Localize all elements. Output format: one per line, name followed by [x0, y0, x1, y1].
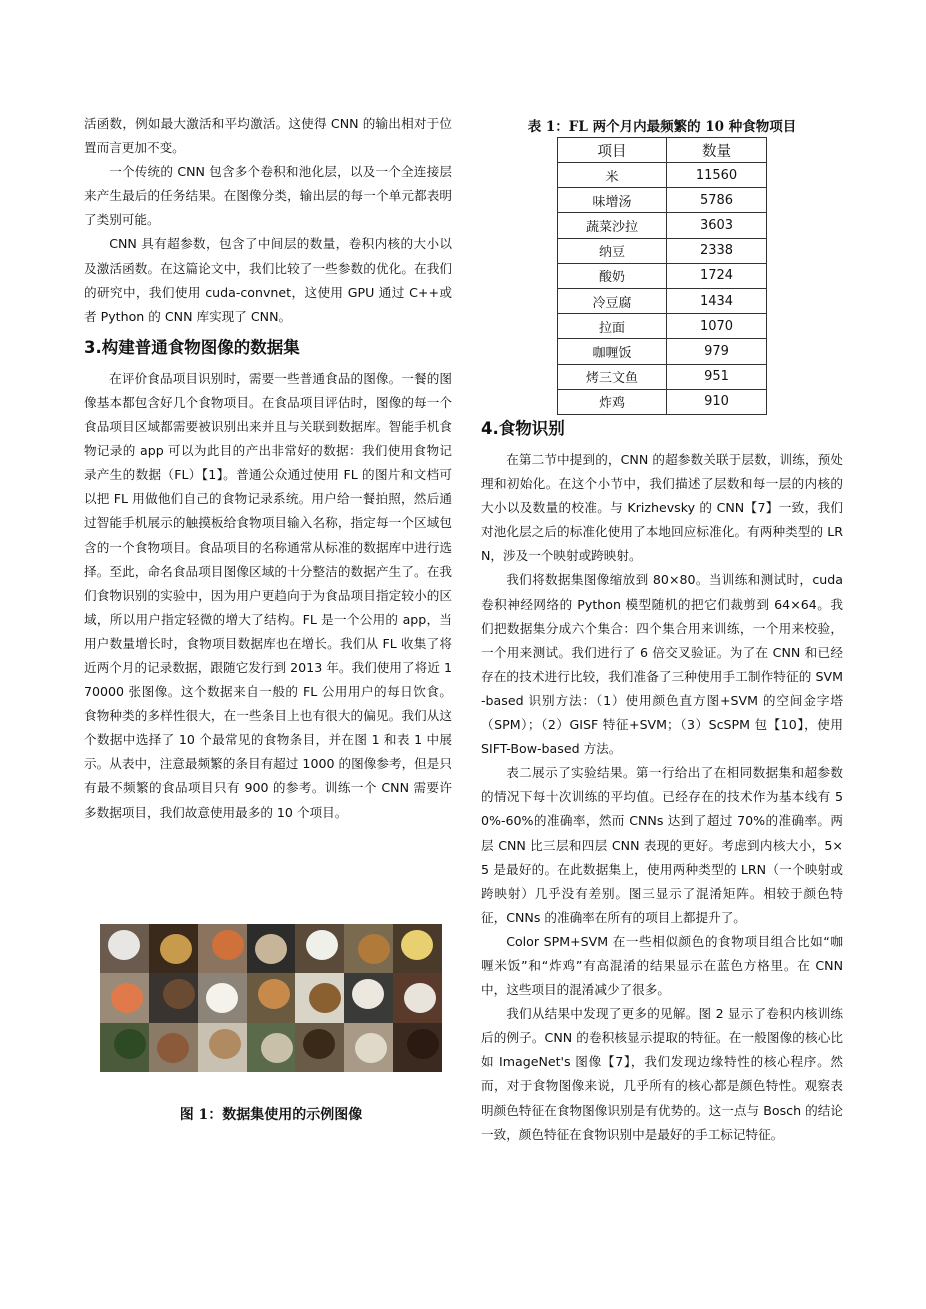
food-dish-shape	[306, 930, 338, 960]
food-photo-tile	[295, 973, 344, 1022]
table-header-row	[558, 138, 767, 163]
food-photo-tile	[149, 1023, 198, 1072]
paragraph-traditional-cnn: 一个传统的 CNN 包含多个卷积和池化层，以及一个全连接层来产生最后的任务结果。在图像分类，输出层的每一个单元都表明了类别可能。	[84, 164, 452, 228]
food-photo-tile	[295, 1023, 344, 1072]
table-cell-count: 2338	[667, 238, 767, 263]
table-cell-item: 冷豆腐	[558, 288, 667, 313]
right-column	[481, 416, 843, 1147]
food-dish-shape	[309, 983, 341, 1013]
table-cell-count: 3603	[667, 213, 767, 238]
table-1-caption: 表 1：FL 两个月内最频繁的 10 种食物项目	[527, 119, 797, 135]
food-dish-shape	[404, 983, 436, 1013]
food-photo-tile	[198, 973, 247, 1022]
table-cell-item: 蔬菜沙拉	[558, 213, 667, 238]
food-photo-tile	[198, 924, 247, 973]
paragraph-insights: 我们从结果中发现了更多的见解。图 2 显示了卷积内核训练后的例子。CNN 的卷积核显示提取的特征。在一般图像的核心比如 ImageNet's 图像【7】，我们发现边缘特性的核心程序。然而，对于食物图像来说，几乎所有的核心都是颜色特性。观察表明颜色特征在食物图像识别是有优势的。这一点与 Bosch 的结论一致，颜色特征在食物识别中是最好的手工标记特征。	[481, 1006, 843, 1142]
food-dish-shape	[407, 1029, 439, 1059]
paragraph-calibration: 在第二节中提到的，CNN 的超参数关联于层数，训练，预处理和初始化。在这个小节中，我们描述了层数和每一层的内核的大小以及数量的校准。与 Krizhevsky 的 CNN【7】一致，我们对池化层之后的标准化使用了本地回应标准化。有两种类型的 LRN，涉及一个映射或跨映射。	[481, 452, 843, 564]
food-dish-shape	[358, 934, 390, 964]
table-cell-item: 炸鸡	[558, 389, 667, 414]
table-header-count: 数量	[667, 138, 767, 163]
food-photo-tile	[247, 1023, 296, 1072]
table-cell-item: 烤三文鱼	[558, 364, 667, 389]
food-photo-tile	[295, 924, 344, 973]
paragraph-color-spm: Color SPM+SVM 在一些相似颜色的食物项目组合比如“咖喱米饭”和“炸鸡”有高混淆的结果显示在蓝色方格里。在 CNN 中，这些项目的混淆减少了很多。	[481, 933, 843, 998]
paragraph-results: 表二展示了实验结果。第一行给出了在相同数据集和超参数的情况下每十次训练的平均值。已经存在的技术作为基本线有 50%-60%的准确率，然而 CNNs 达到了超过 70%的准确率。两层 CNN 比三层和四层 CNN 表现的更好。考虑到内核大小，5×5 是最好的。在此数据集上，使用两种类型的 LRN（一个映射或跨映射）几乎没有差别。图三显示了混淆矩阵。相较于颜色特征，CNNs 的准确率在所有的项目上都提升了。	[481, 765, 843, 925]
table-cell-count: 1070	[667, 314, 767, 339]
table-cell-item: 纳豆	[558, 238, 667, 263]
table-row	[558, 163, 767, 188]
table-row	[558, 263, 767, 288]
food-photo-tile	[344, 1023, 393, 1072]
section-3-title: 3.构建普通食物图像的数据集	[84, 337, 300, 357]
food-dish-shape	[108, 930, 140, 960]
paragraph-dataset: 在评价食品项目识别时，需要一些普通食品的图像。一餐的图像基本都包含好几个食物项目。在食品项目评估时，图像的每一个食品项目区域都需要被识别出来并且与关联到数据库。智能手机食物记录的 app 可以为此目的产出非常好的数据：我们使用食物记录产生的数据（FL）【1】。普通公众通过使用 FL 的图片和文档可以把 FL 用做他们自己的食物记录系统。用户给一餐拍照，然后通过智能手机展示的触摸板给食物项目输入名称，指定每一个区域包含的一个食物项目。食品项目的名称通常从标准的数据库中进行选择。至此，命名食品项目图像区域的十分整洁的数据产生了。在我们食物识别的实验中，因为用户更趋向于为食品项目指定较小的区域，所以用户指定轻微的增大了结构。FL 是一个公用的 app，当用户数量增长时，食物项目数据库也在增长。我们从 FL 收集了将近两个月的记录数据，跟随它发行到 2013 年。我们使用了将近 170000 张图像。这个数据来自一般的 FL 公用用户的每日饮食。食物种类的多样性很大，在一些条目上也有很大的偏见。我们从这个数据中选择了 10 个最常见的食物条目，并在图 1 和表 1 中展示。从表中，注意最频繁的条目有超过 1000 的图像参考，但是只有最不频繁的食品项目只有 900 的参考。训练一个 CNN 需要许多数据项目，我们故意使用最多的 10 个项目。	[84, 370, 452, 820]
food-photo-tile	[393, 1023, 442, 1072]
table-row	[558, 213, 767, 238]
food-dish-shape	[209, 1029, 241, 1059]
table-row	[558, 339, 767, 364]
food-dish-shape	[206, 983, 238, 1013]
table-cell-item: 咖喱饭	[558, 339, 667, 364]
food-dish-shape	[212, 930, 244, 960]
food-dish-shape	[163, 979, 195, 1009]
table-row	[558, 314, 767, 339]
table-cell-item: 拉面	[558, 314, 667, 339]
figure-1-caption: 图 1：数据集使用的示例图像	[179, 1107, 363, 1123]
food-dish-shape	[303, 1029, 335, 1059]
table-cell-count: 1724	[667, 263, 767, 288]
figure-1-food-images	[100, 924, 442, 1072]
table-cell-count: 951	[667, 364, 767, 389]
table-cell-count: 5786	[667, 188, 767, 213]
food-dish-shape	[352, 979, 384, 1009]
table-row	[558, 288, 767, 313]
food-photo-tile	[393, 924, 442, 973]
food-dish-shape	[114, 1029, 146, 1059]
food-photo-tile	[100, 973, 149, 1022]
left-column	[84, 112, 452, 825]
paragraph-experiment-setup: 我们将数据集图像缩放到 80×80。当训练和测试时，cuda 卷积神经网络的 Python 模型随机的把它们裁剪到 64×64。我们把数据集分成六个集合：四个集合用来训练，一个用来校验，一个用来测试。我们进行了 6 倍交叉验证。为了在 CNN 和已经存在的技术进行比较，我们准备了三种使用手工制作特征的 SVM-based 识别方法：（1）使用颜色直方图+SVM 的空间金字塔（SPM）；（2）GISF 特征+SVM；（3）ScSPM 包【10】，使用 SIFT-Bow-based 方法。	[481, 572, 843, 757]
table-row	[558, 188, 767, 213]
paragraph-hyperparameters: CNN 具有超参数，包含了中间层的数量，卷积内核的大小以及激活函数。在这篇论文中，我们比较了一些参数的优化。在我们的研究中，我们使用 cuda-convnet，这使用 GPU 通过 C++或者 Python 的 CNN 库实现了 CNN。	[84, 236, 452, 324]
food-photo-tile	[344, 924, 393, 973]
section-4-title: 4.食物识别	[481, 419, 565, 438]
table-cell-count: 11560	[667, 163, 767, 188]
food-photo-tile	[149, 924, 198, 973]
food-dish-shape	[255, 934, 287, 964]
food-dish-shape	[111, 983, 143, 1013]
food-photo-tile	[100, 1023, 149, 1072]
food-dish-shape	[401, 930, 433, 960]
table-header-item: 项目	[558, 138, 667, 163]
table-cell-count: 910	[667, 389, 767, 414]
table-cell-item: 味增汤	[558, 188, 667, 213]
food-photo-tile	[393, 973, 442, 1022]
table-cell-item: 酸奶	[558, 263, 667, 288]
table-row	[558, 238, 767, 263]
table-row	[558, 389, 767, 414]
food-photo-tile	[100, 924, 149, 973]
table-cell-item: 米	[558, 163, 667, 188]
food-photo-tile	[198, 1023, 247, 1072]
paragraph-activation: 活函数，例如最大激活和平均激活。这使得 CNN 的输出相对于位置而言更加不变。	[84, 116, 452, 156]
food-dish-shape	[160, 934, 192, 964]
food-photo-tile	[247, 924, 296, 973]
table-row	[558, 364, 767, 389]
food-photo-tile	[149, 973, 198, 1022]
food-dish-shape	[355, 1033, 387, 1063]
table-1	[557, 137, 767, 415]
food-dish-shape	[261, 1033, 293, 1063]
food-dish-shape	[258, 979, 290, 1009]
food-photo-tile	[247, 973, 296, 1022]
food-dish-shape	[157, 1033, 189, 1063]
food-photo-tile	[344, 973, 393, 1022]
table-cell-count: 1434	[667, 288, 767, 313]
table-cell-count: 979	[667, 339, 767, 364]
